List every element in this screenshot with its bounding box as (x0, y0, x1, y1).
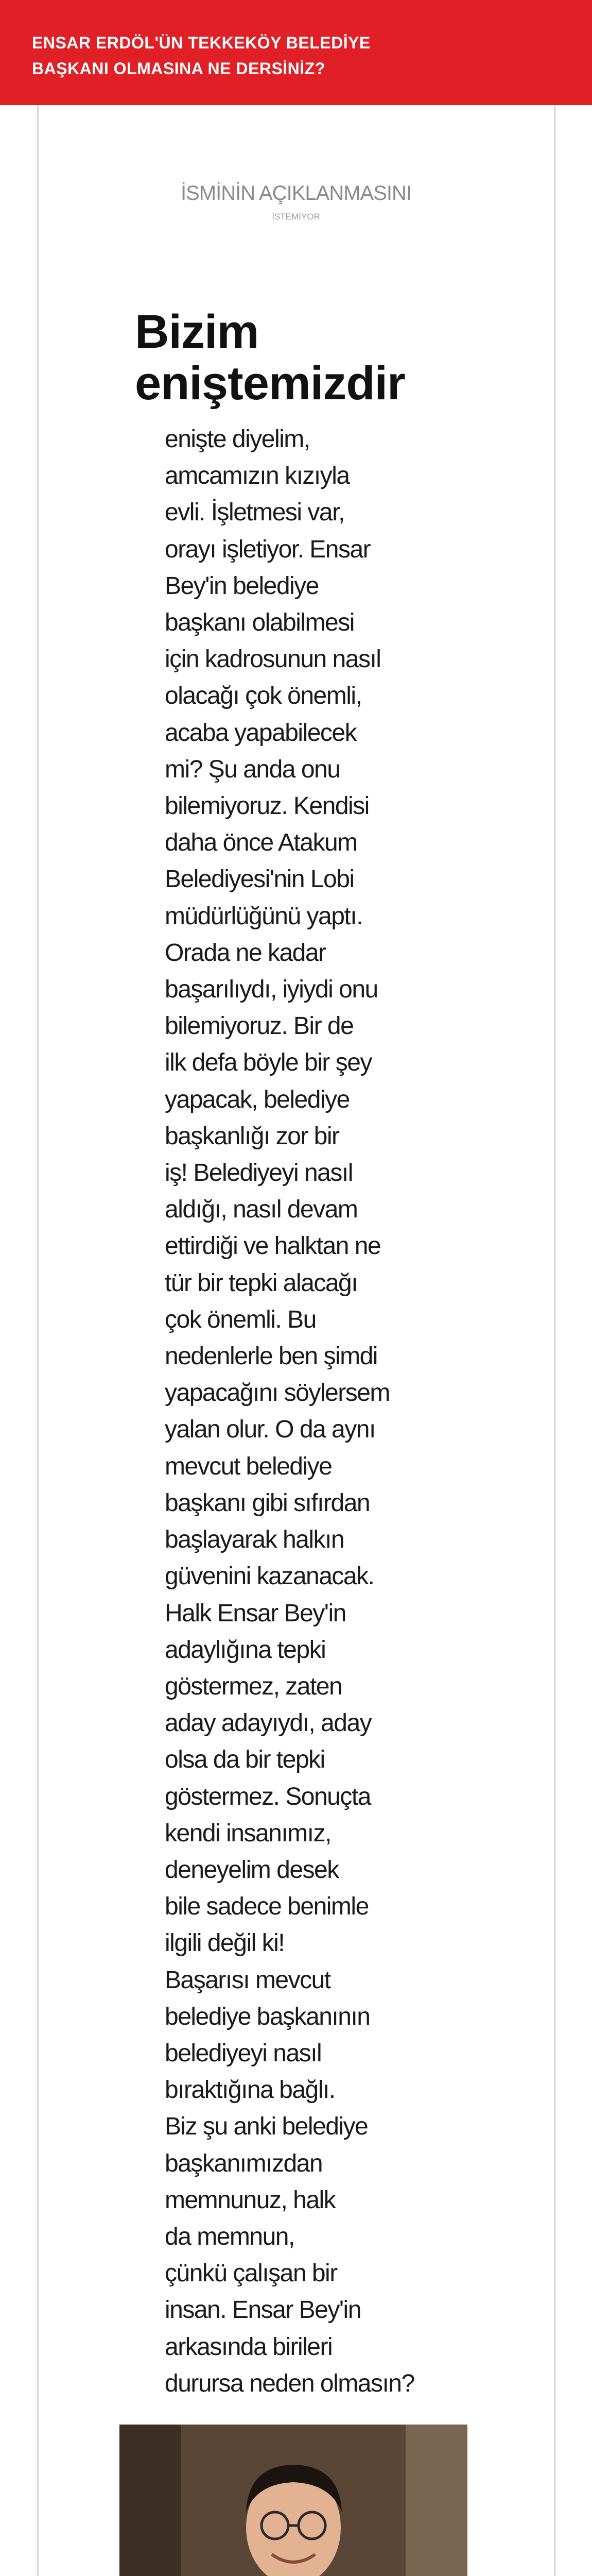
header-title: ENSAR ERDÖL'ÜN TEKKEKÖY BELEDİYE BAŞKANI OLMASINA NE DERSİNİZ? (32, 33, 371, 78)
article-body: enişte diyelim, amcamızın kızıyla evli. İşletmesi var, orayı işletiyor. Ensar Bey'in belediye başkanı olabilmesi için kadrosunun nasıl olacağı çok önemli, acaba yapabilecek mi? Şu anda onu bilemiyoruz. Kendisi daha önce Atakum Belediyesi'nin Lobi müdürlüğünü yaptı. Orada ne kadar başarılıydı, iyiydi onu bilemiyoruz. Bir de ilk defa böyle bir şey yapacak, belediye başkanlığı zor bir iş! Belediyeyi nasıl aldığı, nasıl devam ettirdiği ve halktan ne tür bir tepki alacağı çok önemli. Bu nedenlerle ben şimdi yapacağını söylersem yalan olur. O da aynı mevcut belediye başkanı gibi sıfırdan başlayarak halkın güvenini kazanacak. Halk Ensar Bey'in adaylığına tepki göstermez, zaten aday adayıydı, aday olsa da bir tepki göstermez. Sonuçta kendi insanımız, deneyelim desek bile sadece benimle ilgili değil ki! Başarısı mevcut belediye başkanının belediyeyi nasıl bıraktığına bağlı. Biz şu anki belediye başkanımızdan memnunuz, halk da memnun, çünkü çalışan bir insan. Ensar Bey'in arkasında birileri durursa neden olmasın? (165, 426, 414, 2397)
source-sub-line: İSTEMİYOR (272, 212, 320, 222)
article-headline: Bizim eniştemizdir (135, 306, 405, 410)
header-banner (0, 0, 592, 105)
portrait-photo (119, 2425, 467, 2576)
page-frame-left-border (37, 105, 39, 2576)
page-frame-right-border (554, 105, 555, 2576)
source-name-line: İSMİNİN AÇIKLANMASINI (181, 182, 411, 205)
portrait-illustration (119, 2425, 467, 2576)
